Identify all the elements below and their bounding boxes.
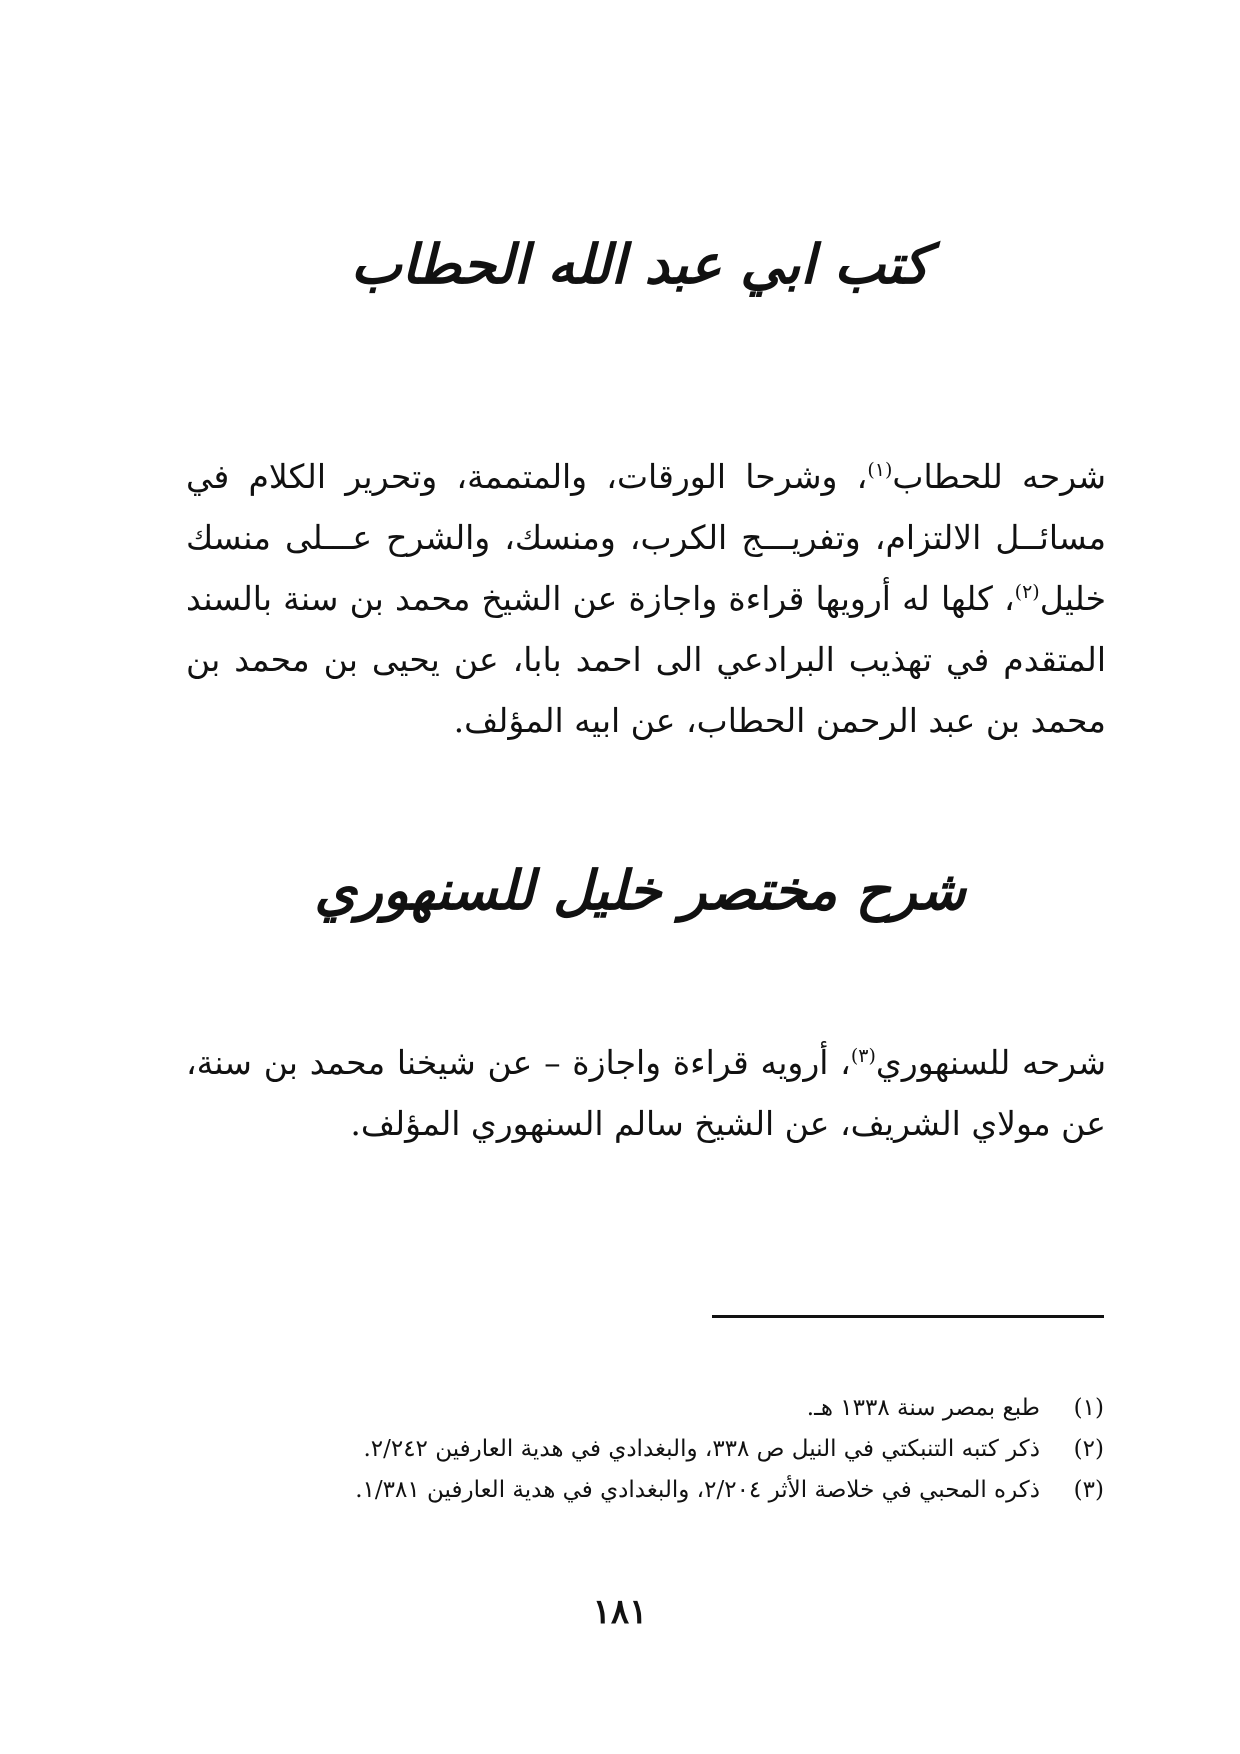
paragraph-text: ، أرويه قراءة واجازة – عن شيخنا محمد بن سنة، عن مولاي الشريف، عن الشيخ سالم السنهوري المؤلف. — [186, 1043, 1106, 1143]
footnote-separator — [712, 1315, 1104, 1318]
footnote-ref-3: (٣) — [850, 1045, 876, 1067]
paragraph-text: شرحه للسنهوري — [875, 1043, 1106, 1082]
footnote-item — [190, 1470, 1104, 1511]
footnote-item — [190, 1429, 1104, 1470]
section-title-hattab-books: كتب ابي عبد الله الحطاب — [350, 232, 930, 296]
footnote-text: ذكره المحبي في خلاصة الأثر ٢/٢٠٤، والبغدادي في هدية العارفين ١/٣٨١. — [355, 1477, 1040, 1503]
paragraph-text: شرحه للحطاب — [892, 457, 1106, 496]
paragraph-sanhuri-commentary — [186, 1032, 1106, 1154]
footnotes — [190, 1388, 1104, 1511]
paragraph-text: ، وشرحا الورقات، والمتممة، وتحرير الكلام في مسائــل الالتزام، وتفريـــج الكرب، ومنسك، والشرح عـــلى منسك خليل — [186, 457, 1106, 618]
section-title-sanhuri-commentary: شرح مختصر خليل للسنهوري — [314, 858, 966, 922]
footnote-text: ذكر كتبه التنبكتي في النيل ص ٣٣٨، والبغدادي في هدية العارفين ٢/٢٤٢. — [363, 1436, 1040, 1462]
footnote-ref-1: (١) — [867, 459, 893, 481]
footnote-number: (١) — [1073, 1395, 1104, 1421]
footnote-item — [190, 1388, 1104, 1429]
footnote-text: طبع بمصر سنة ١٣٣٨ هـ. — [806, 1395, 1040, 1421]
footnote-number: (٣) — [1073, 1477, 1104, 1503]
paragraph-text: ، كلها له أرويها قراءة واجازة عن الشيخ محمد بن سنة بالسند المتقدم في تهذيب البرادعي الى احمد بابا، عن يحيى بن محمد بن محمد بن عبد الرحمن الحطاب، عن ابيه المؤلف. — [186, 579, 1106, 740]
footnote-ref-2: (٢) — [1014, 581, 1040, 603]
page-number: ١٨١ — [592, 1592, 648, 1632]
paragraph-hattab-books — [186, 446, 1106, 751]
footnote-number: (٢) — [1073, 1436, 1104, 1462]
